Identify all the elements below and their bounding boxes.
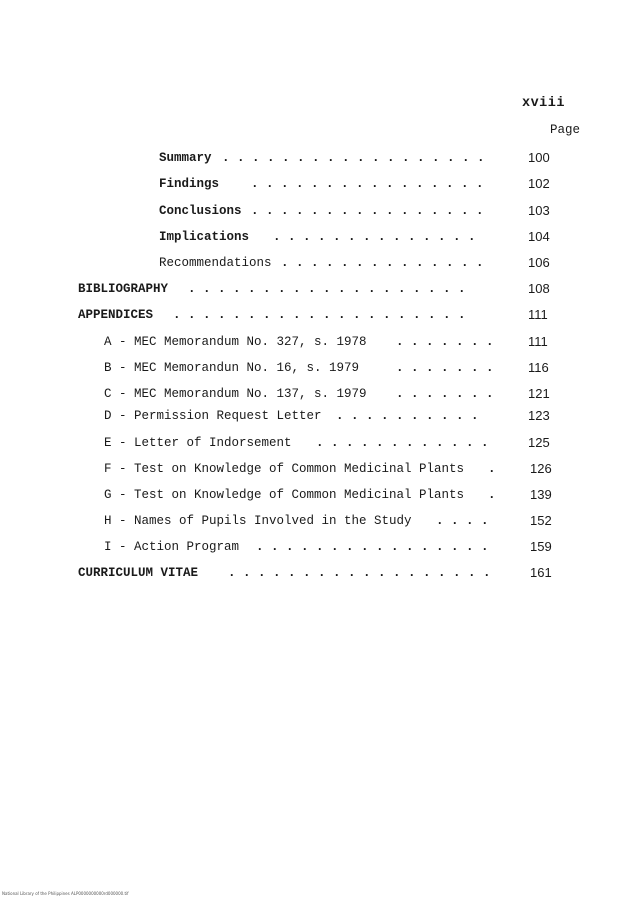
- toc-leader-dots: . . . . . . .: [396, 335, 494, 349]
- toc-leader-dots: . . . . . . . . . .: [336, 409, 479, 423]
- toc-label: CURRICULUM VITAE: [78, 566, 199, 580]
- toc-leader-dots: . . . . . . . . . . . . . . . . . . . .: [173, 308, 466, 322]
- toc-label: Conclusions: [159, 204, 242, 218]
- toc-label: Implications: [159, 230, 250, 244]
- toc-page-number: 111: [528, 334, 548, 349]
- toc-label: G - Test on Knowledge of Common Medicinal Plants: [104, 488, 465, 502]
- toc-leader-dots: . . . . . . . . . . . . . . . .: [256, 540, 489, 554]
- toc-leader-dots: . . . . . . .: [396, 361, 494, 375]
- toc-page-number: 159: [530, 539, 552, 554]
- toc-page-number: 125: [528, 435, 550, 450]
- toc-leader-dots: .: [488, 462, 496, 476]
- toc-page-number: 116: [528, 360, 549, 375]
- toc-label: B - MEC Memorandun No. 16, s. 1979: [104, 361, 360, 375]
- toc-leader-dots: . . . . . . . . . . . . . . . . . . .: [188, 282, 466, 296]
- toc-page-number: 161: [530, 565, 552, 580]
- toc-leader-dots: . . . . . . . . . . . . . . . .: [251, 177, 484, 191]
- toc-page-number: 152: [530, 513, 552, 528]
- toc-page-number: 126: [530, 461, 552, 476]
- toc-page-number: 121: [528, 386, 550, 401]
- toc-label: BIBLIOGRAPHY: [78, 282, 169, 296]
- toc-leader-dots: . . . . . . . . . . . . . .: [281, 256, 484, 270]
- toc-label: APPENDICES: [78, 308, 154, 322]
- toc-page-number: 108: [528, 281, 550, 296]
- toc-leader-dots: . . . . . . . . . . . . . . . . . .: [228, 566, 491, 580]
- toc-label: E - Letter of Indorsement: [104, 436, 292, 450]
- toc-page-number: 139: [530, 487, 552, 502]
- toc-page-number: 104: [528, 229, 550, 244]
- toc-label: H - Names of Pupils Involved in the Study: [104, 514, 412, 528]
- toc-label: F - Test on Knowledge of Common Medicinal Plants: [104, 462, 465, 476]
- toc-leader-dots: . . . . . . .: [396, 387, 494, 401]
- toc-leader-dots: . . . . . . . . . . . . . . . .: [251, 204, 484, 218]
- toc-page-number: 102: [528, 176, 550, 191]
- page-number: xviii: [521, 96, 565, 111]
- toc-page-number: 111: [528, 307, 548, 322]
- toc-leader-dots: . . . . . . . . . . . .: [316, 436, 489, 450]
- toc-page-number: 100: [528, 150, 550, 165]
- toc-label: D - Permission Request Letter: [104, 409, 322, 423]
- toc-leader-dots: . . . .: [436, 514, 489, 528]
- toc-page-number: 106: [528, 255, 550, 270]
- toc-leader-dots: . . . . . . . . . . . . . . . . . .: [222, 151, 485, 165]
- toc-label: Findings: [159, 177, 220, 191]
- scan-footer: National Library of the Philippines ALP0000000000rd000000.tif: [2, 891, 129, 896]
- toc-label: Summary: [159, 151, 212, 165]
- page-column-heading: Page: [549, 123, 580, 137]
- toc-page-number: 123: [528, 408, 550, 423]
- toc-leader-dots: . . . . . . . . . . . . . .: [273, 230, 476, 244]
- toc-label: C - MEC Memorandum No. 137, s. 1979: [104, 387, 367, 401]
- toc-leader-dots: .: [488, 488, 496, 502]
- toc-page-number: 103: [528, 203, 550, 218]
- toc-label: A - MEC Memorandum No. 327, s. 1978: [104, 335, 367, 349]
- toc-label: I - Action Program: [104, 540, 240, 554]
- toc-label: Recommendations: [159, 256, 272, 270]
